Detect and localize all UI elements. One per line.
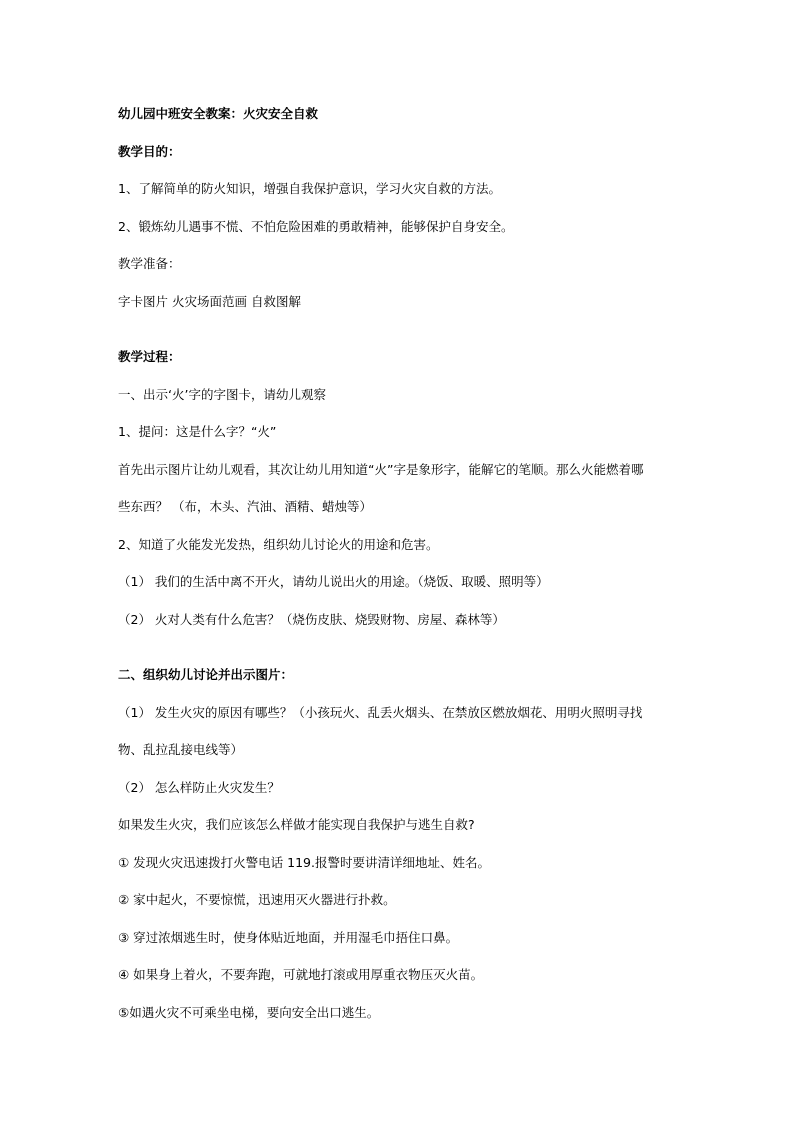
self-rescue-step-5: ⑤如遇火灾不可乘坐电梯，要向安全出口逃生。 <box>118 1005 380 1020</box>
part2-subitem-1-line-2: 物、乱拉乱接电线等） <box>118 742 244 757</box>
part2-heading: 二、组织幼儿讨论并出示图片： <box>118 667 294 682</box>
objective-item-2: 2、锻炼幼儿遇事不慌、不怕危险困难的勇敢精神，能够保护自身安全。 <box>118 219 514 234</box>
part1-paragraph-line-1: 首先出示图片让幼儿观看，其次让幼儿用知道“火”字是象形字，能解它的笔顺。那么火能燃着哪 <box>118 462 644 477</box>
preparation-items: 字卡图片 火灾场面范画 自救图解 <box>118 294 301 309</box>
part2-subitem-1-line-1: （1） 发生火灾的原因有哪些？（小孩玩火、乱丢火烟头、在禁放区燃放烟花、用明火照明寻找 <box>118 705 643 720</box>
preparation-heading: 教学准备： <box>118 256 181 271</box>
objective-item-1: 1、了解简单的防火知识，增强自我保护意识，学习火灾自救的方法。 <box>118 181 501 196</box>
part1-paragraph-line-2: 些东西？ （布，木头、汽油、酒精、蜡烛等） <box>118 499 372 514</box>
objectives-heading: 教学目的： <box>118 144 181 159</box>
self-rescue-step-1: ① 发现火灾迅速拨打火警电话 119.报警时要讲清详细地址、姓名。 <box>118 855 490 870</box>
part1-subitem-2: （2） 火对人类有什么危害？（烧伤皮肤、烧毁财物、房屋、森林等） <box>118 612 505 627</box>
document-title: 幼儿园中班安全教案：火灾安全自救 <box>118 106 319 121</box>
self-rescue-step-2: ② 家中起火，不要惊慌，迅速用灭火器进行扑救。 <box>118 892 396 907</box>
part1-question-2: 2、知道了火能发光发热，组织幼儿讨论火的用途和危害。 <box>118 537 439 552</box>
self-rescue-step-4: ④ 如果身上着火，不要奔跑，可就地打滚或用厚重衣物压灭火苗。 <box>118 967 484 982</box>
part2-subitem-2: （2） 怎么样防止火灾发生？ <box>118 780 280 795</box>
part2-question: 如果发生火灾，我们应该怎么样做才能实现自我保护与逃生自救? <box>118 817 475 832</box>
part1-heading: 一、出示‘火’字的字图卡，请幼儿观察 <box>118 387 326 402</box>
process-heading: 教学过程： <box>118 349 181 364</box>
part1-question-1: 1、提问：这是什么字？“火” <box>118 424 277 439</box>
part1-subitem-1: （1） 我们的生活中离不开火，请幼儿说出火的用途。（烧饭、取暖、照明等） <box>118 574 549 589</box>
self-rescue-step-3: ③ 穿过浓烟逃生时，使身体贴近地面，并用湿毛巾捂住口鼻。 <box>118 930 459 945</box>
